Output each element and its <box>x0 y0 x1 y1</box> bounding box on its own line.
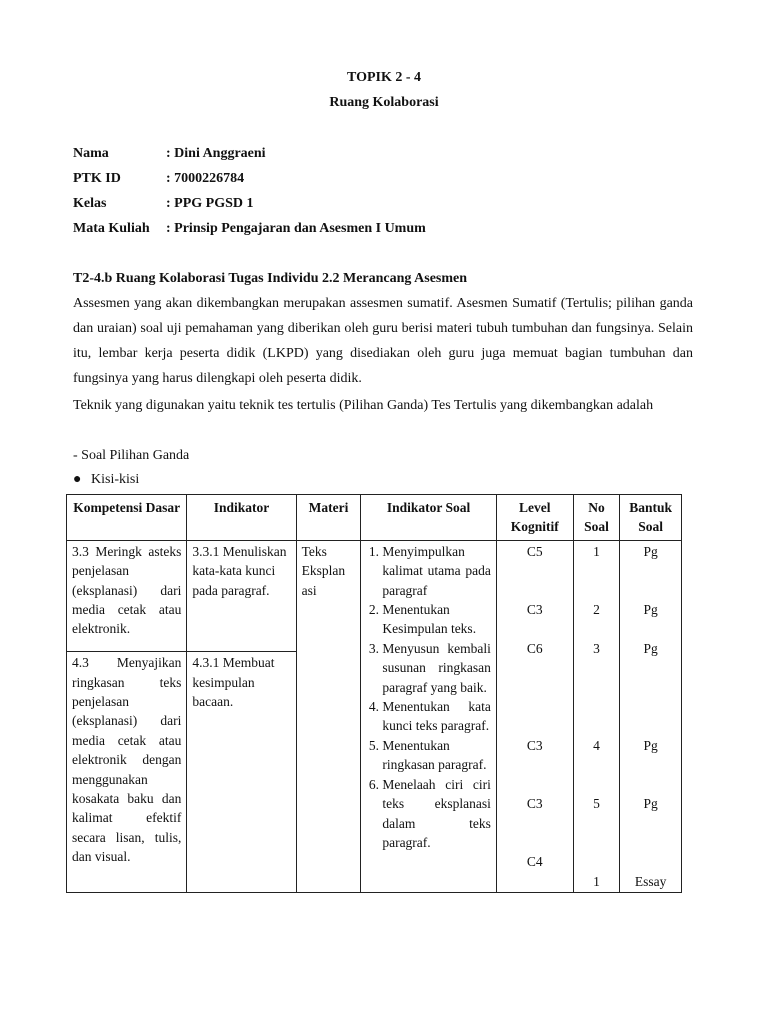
indikator-cell-2: 4.3.1 Membuat kesimpulan bacaan. <box>187 652 296 893</box>
identity-value: : Dini Anggraeni <box>166 146 266 161</box>
level-kognitif-cell <box>496 540 573 892</box>
bullet-item <box>73 467 139 492</box>
table-header-row <box>67 495 682 541</box>
level-value: C4 <box>526 854 543 870</box>
materi-cell: Teks Eksplan asi <box>296 540 361 892</box>
no-value: 3 <box>593 640 600 656</box>
paragraph-technique: Teknik yang digunakan yaitu teknik tes tertulis (Pilihan Ganda) Tes Tertulis yang dikembangkan adalah <box>73 398 654 413</box>
bullet-label: Kisi-kisi <box>91 472 140 487</box>
bentuk-soal-cell <box>620 540 682 892</box>
identity-label: Kelas <box>73 196 107 211</box>
identity-row-mata-kuliah <box>73 216 426 241</box>
bentuk-value: Pg <box>643 795 658 811</box>
identity-value: : 7000226784 <box>166 171 245 186</box>
kd-cell-2: 4.3 Menyajikan ringkasan teks penjelasan (eksplanasi) dari media cetak atau elektronik dengan menggunakan kosakata baku dan kalimat efektif secara lisan, tulis, dan visual. <box>67 652 187 893</box>
list-item: 5. Menentukan ringkasan paragraf. <box>382 736 491 775</box>
no-value: 4 <box>593 737 600 753</box>
bentuk-value: Pg <box>643 737 658 753</box>
identity-label: Nama <box>73 146 109 161</box>
identity-row-kelas <box>73 191 254 216</box>
topic-title: TOPIK 2 - 4 <box>346 70 422 85</box>
table-row <box>67 540 682 651</box>
list-item: 4. Menentukan kata kunci teks paragraf. <box>382 697 491 736</box>
indikator-soal-cell <box>361 540 497 892</box>
level-value: C3 <box>526 795 543 811</box>
page-subtitle: Ruang Kolaborasi <box>329 95 439 110</box>
paragraph-assessment: Assesmen yang akan dikembangkan merupakan assesmen sumatif. Asesmen Sumatif (Tertulis; pilihan ganda dan uraian) soal uji pemahaman yang diberikan oleh guru berisi materi tubuh tumbuhan dan fungsinya. Selain itu, lembar kerja peserta didik (LKPD) yang disediakan oleh guru juga memuat bagian tumbuhan dan fungsinya yang harus dilengkapi oleh peserta didik. <box>73 296 693 386</box>
dash-item: - Soal Pilihan Ganda <box>73 448 190 463</box>
list-item: 1. Menyimpulkan kalimat utama pada paragraf <box>382 542 491 600</box>
level-value: C5 <box>526 543 543 559</box>
bentuk-value: Pg <box>643 602 658 617</box>
identity-label: PTK ID <box>73 171 121 186</box>
indikator-cell-1: 3.3.1 Menuliskan kata-kata kunci pada paragraf. <box>187 540 296 651</box>
identity-value: : PPG PGSD 1 <box>166 196 254 211</box>
no-value: 1 <box>593 873 600 889</box>
level-value: C6 <box>526 640 543 656</box>
list-item: 6. Menelaah ciri ciri teks eksplanasi dalam teks paragraf. <box>382 775 491 853</box>
indikator-soal-list <box>366 542 491 853</box>
bullet-dot-icon: ● <box>73 472 82 487</box>
bentuk-value: Pg <box>643 543 658 559</box>
no-soal-cell <box>573 540 620 892</box>
identity-label: Mata Kuliah <box>73 221 150 236</box>
list-item: 3. Menyusun kembali susunan ringkasan paragraf yang baik. <box>382 639 491 697</box>
level-value: C3 <box>526 602 543 617</box>
kisi-kisi-table <box>66 494 682 893</box>
no-value: 1 <box>593 543 600 559</box>
no-value: 5 <box>593 795 600 811</box>
header-indikator-soal: Indikator Soal <box>361 495 497 541</box>
header-kompetensi-dasar: Kompetensi Dasar <box>67 495 187 541</box>
header-level-kognitif: Level Kognitif <box>496 495 573 541</box>
kd-cell-1: 3.3 Meringk asteks penjelasan (eksplanasi) dari media cetak atau elektronik. <box>67 540 187 651</box>
header-no-soal: No Soal <box>573 495 620 541</box>
header-bentuk-soal: Bantuk Soal <box>620 495 682 541</box>
header-materi: Materi <box>296 495 361 541</box>
section-title: T2-4.b Ruang Kolaborasi Tugas Individu 2.2 Merancang Asesmen <box>73 271 468 286</box>
bentuk-value: Pg <box>643 640 658 656</box>
identity-row-ptk-id <box>73 166 244 191</box>
list-item: 2. Menentukan Kesimpulan teks. <box>382 600 491 639</box>
identity-value: : Prinsip Pengajaran dan Asesmen I Umum <box>166 221 426 236</box>
header-indikator: Indikator <box>187 495 296 541</box>
level-value: C3 <box>526 737 543 753</box>
bentuk-value: Essay <box>634 873 667 889</box>
no-value: 2 <box>593 602 600 617</box>
identity-row-nama <box>73 141 266 166</box>
